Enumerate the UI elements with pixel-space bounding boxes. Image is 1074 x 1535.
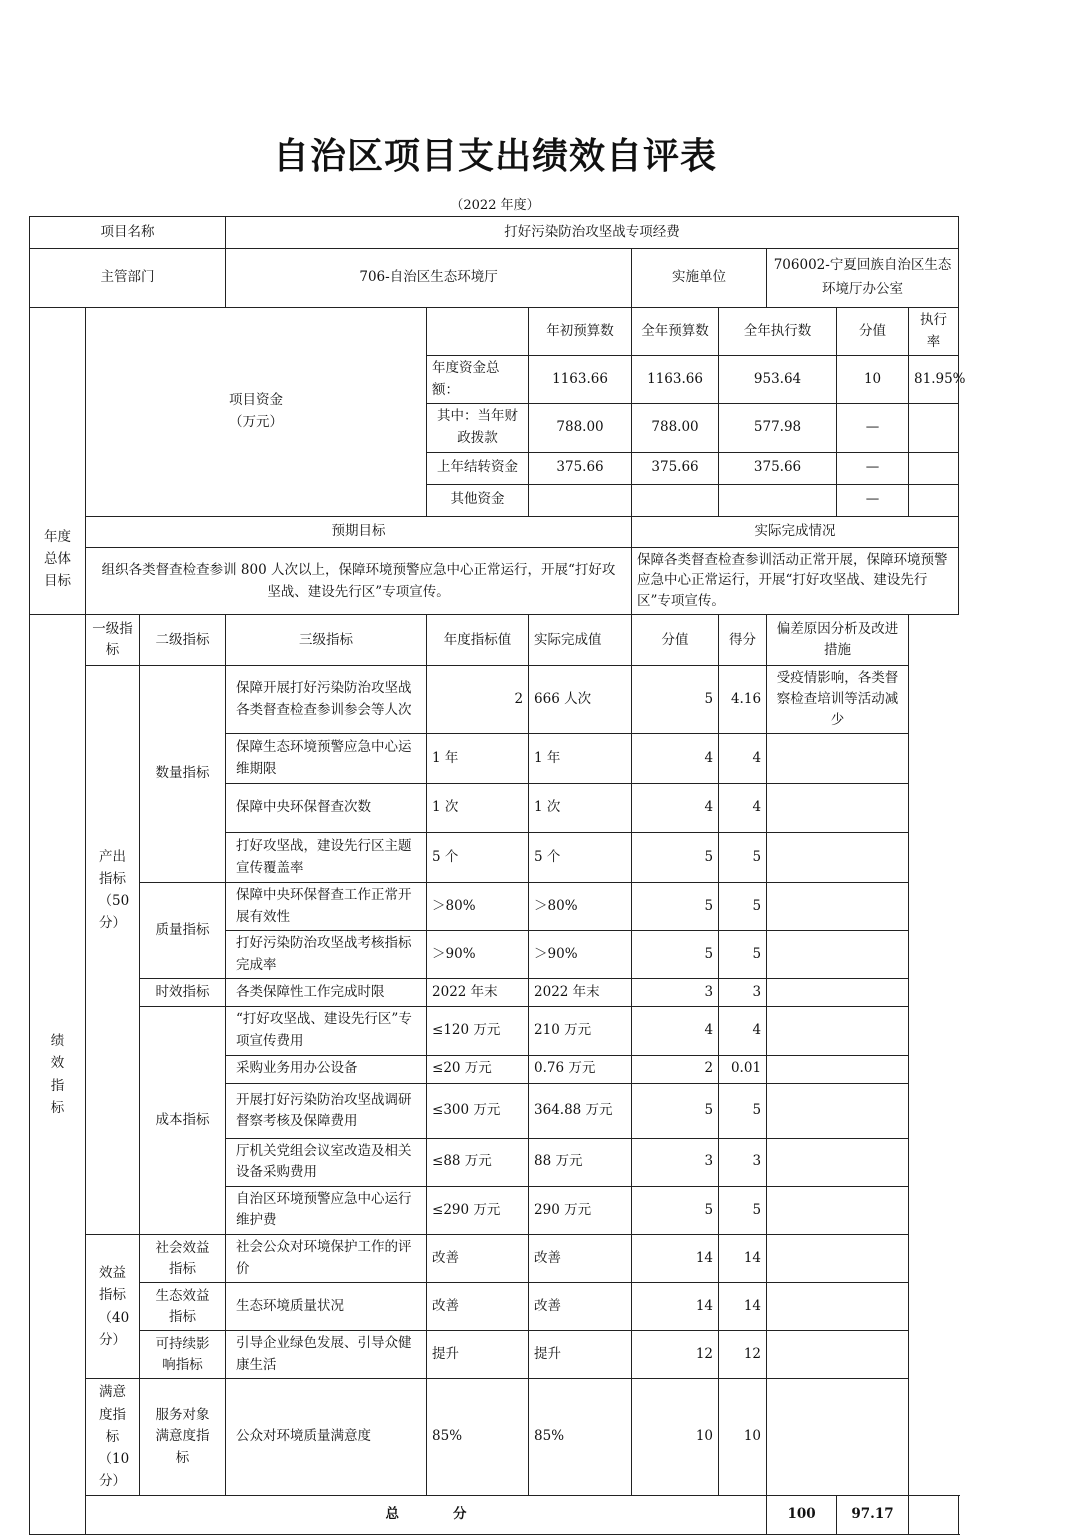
header-value: 分值 <box>632 615 719 666</box>
indicator-target: 提升 <box>427 1331 529 1379</box>
fund-initial: 375.66 <box>529 452 632 484</box>
indicator-reason <box>767 883 909 931</box>
funds-header-initial: 年初预算数 <box>529 308 632 356</box>
indicator-target: 5 个 <box>427 833 529 883</box>
fund-score-value: 10 <box>837 356 909 404</box>
indicator-name: 保障生态环境预警应急中心运维期限 <box>226 734 427 784</box>
indicator-name: 社会公众对环境保护工作的评价 <box>226 1235 427 1283</box>
header-score: 得分 <box>719 615 767 666</box>
indicator-value: 5 <box>632 833 719 883</box>
level1-output-text: 产出指标（50分） <box>98 848 130 932</box>
indicator-score: 5 <box>719 931 767 979</box>
evaluation-table <box>29 216 966 1535</box>
fund-executed: 577.98 <box>719 404 837 452</box>
indicator-reason <box>767 1055 909 1083</box>
indicator-score: 4.16 <box>719 666 767 734</box>
level1-benefit-text: 效益指标（40分） <box>98 1265 130 1348</box>
indicator-value: 4 <box>632 734 719 784</box>
indicator-name: 打好攻坚战，建设先行区主题宣传覆盖率 <box>226 833 427 883</box>
indicator-reason <box>767 1379 909 1495</box>
indicator-actual: ＞80% <box>529 883 632 931</box>
indicator-score: 5 <box>719 1083 767 1138</box>
level1-benefit <box>86 1235 140 1379</box>
indicator-actual: 提升 <box>529 1331 632 1379</box>
fund-initial: 1163.66 <box>529 356 632 404</box>
fund-executed: 375.66 <box>719 452 837 484</box>
fund-score-value: — <box>837 484 909 516</box>
funds-header-annual: 全年预算数 <box>632 308 719 356</box>
level2-quality: 质量指标 <box>140 883 226 979</box>
expected-goal-text: 组织各类督查检查参训 800 人次以上，保障环境预警应急中心正常运行，开展“打好攻坚战、建设先行区”专项宣传。 <box>86 547 632 615</box>
level2-sustain <box>140 1331 226 1379</box>
indicator-name: 公众对环境质量满意度 <box>226 1379 427 1495</box>
indicator-score: 12 <box>719 1331 767 1379</box>
indicator-target: ＞90% <box>427 931 529 979</box>
indicator-score: 4 <box>719 784 767 833</box>
indicator-actual: 改善 <box>529 1235 632 1283</box>
indicator-reason <box>767 1007 909 1055</box>
indicator-target: ≤120 万元 <box>427 1007 529 1055</box>
level2-social-text: 社会效益指标 <box>155 1239 210 1277</box>
indicator-actual: 0.76 万元 <box>529 1055 632 1083</box>
funds-header-score-value: 分值 <box>837 308 909 356</box>
indicator-name: 保障开展打好污染防治攻坚战各类督查检查参训参会等人次 <box>226 666 427 734</box>
indicator-row <box>30 666 959 734</box>
fund-name: 年度资金总额： <box>427 356 529 404</box>
indicator-value: 5 <box>632 883 719 931</box>
indicator-name: 打好污染防治攻坚战考核指标完成率 <box>226 931 427 979</box>
level1-satisfaction <box>86 1379 140 1495</box>
impl-value: 706002-宁夏回族自治区生态环境厅办公室 <box>767 249 959 308</box>
indicator-reason <box>767 1186 909 1234</box>
indicator-row <box>30 1235 959 1283</box>
header-level1: 一级指标 <box>86 615 140 666</box>
indicator-target: 2 <box>427 666 529 734</box>
indicator-name: “打好攻坚战、建设先行区”专项宣传费用 <box>226 1007 427 1055</box>
project-name-label: 项目名称 <box>30 217 226 249</box>
indicator-score: 5 <box>719 1186 767 1234</box>
total-value: 100 <box>767 1495 837 1534</box>
fund-score-value: — <box>837 404 909 452</box>
expected-goal-label: 预期目标 <box>86 516 632 547</box>
goals-content-row <box>30 547 959 615</box>
indicator-actual: 2022 年末 <box>529 979 632 1007</box>
indicator-value: 5 <box>632 666 719 734</box>
header-actual: 实际完成值 <box>529 615 632 666</box>
actual-completion-text: 保障各类督查检查参训活动正常开展，保障环境预警应急中心正常运行，开展“打好攻坚战、建设先行区”专项宣传。 <box>632 547 959 615</box>
indicator-target: ≤88 万元 <box>427 1138 529 1186</box>
indicator-name: 生态环境质量状况 <box>226 1283 427 1331</box>
indicator-reason <box>767 833 909 883</box>
level2-eco <box>140 1283 226 1331</box>
indicator-reason <box>767 1331 909 1379</box>
indicator-target: 1 次 <box>427 784 529 833</box>
level2-timeliness: 时效指标 <box>140 979 226 1007</box>
indicator-actual: 666 人次 <box>529 666 632 734</box>
fund-name: 其他资金 <box>427 484 529 516</box>
indicator-score: 14 <box>719 1235 767 1283</box>
indicator-score: 5 <box>719 833 767 883</box>
total-score: 97.17 <box>837 1495 909 1534</box>
page-title: 自治区项目支出绩效自评表 <box>272 136 717 177</box>
year-label: （2022 年度） <box>450 198 540 213</box>
indicator-reason <box>767 1138 909 1186</box>
indicator-name: 采购业务用办公设备 <box>226 1055 427 1083</box>
indicator-target: 改善 <box>427 1235 529 1283</box>
indicator-actual: ＞90% <box>529 931 632 979</box>
goals-header-row <box>30 516 959 547</box>
indicator-target: 85% <box>427 1379 529 1495</box>
indicator-score: 0.01 <box>719 1055 767 1083</box>
indicator-reason <box>767 1235 909 1283</box>
perf-indicator-text: 绩效指标 <box>50 1033 65 1116</box>
funds-header-row <box>30 308 959 356</box>
fund-rate <box>909 404 959 452</box>
indicator-value: 2 <box>632 1055 719 1083</box>
fund-annual: 375.66 <box>632 452 719 484</box>
funds-header-executed: 全年执行数 <box>719 308 837 356</box>
level1-satisfaction-text: 满意度指标（10分） <box>98 1384 130 1490</box>
indicator-reason <box>767 979 909 1007</box>
fund-executed: 953.64 <box>719 356 837 404</box>
perf-indicator-label <box>30 615 86 1534</box>
header-level3: 三级指标 <box>226 615 427 666</box>
dept-value: 706-自治区生态环境厅 <box>226 249 632 308</box>
indicator-name: 厅机关党组会议室改造及相关设备采购费用 <box>226 1138 427 1186</box>
indicator-name: 引导企业绿色发展、引导众健康生活 <box>226 1331 427 1379</box>
indicator-name: 自治区环境预警应急中心运行维护费 <box>226 1186 427 1234</box>
funds-header-blank <box>427 308 529 356</box>
actual-completion-label: 实际完成情况 <box>632 516 959 547</box>
fund-annual: 788.00 <box>632 404 719 452</box>
indicator-reason: 受疫情影响，各类督察检查培训等活动减少 <box>767 666 909 734</box>
indicator-value: 3 <box>632 1138 719 1186</box>
project-name-row <box>30 217 959 249</box>
indicator-row <box>30 1283 959 1331</box>
impl-label: 实施单位 <box>632 249 767 308</box>
level2-sustain-text: 可持续影响指标 <box>155 1335 210 1373</box>
indicator-score: 5 <box>719 883 767 931</box>
indicator-actual: 1 次 <box>529 784 632 833</box>
total-reason <box>909 1495 959 1534</box>
annual-goal-label <box>30 308 86 615</box>
indicator-actual: 364.88 万元 <box>529 1083 632 1138</box>
level2-eco-text: 生态效益指标 <box>155 1287 210 1325</box>
funds-header-rate: 执行率 <box>909 308 959 356</box>
indicator-name: 各类保障性工作完成时限 <box>226 979 427 1007</box>
indicator-value: 14 <box>632 1283 719 1331</box>
fund-name: 其中：当年财政拨款 <box>427 404 529 452</box>
indicator-value: 3 <box>632 979 719 1007</box>
annual-goal-text: 年度总体目标 <box>44 528 71 590</box>
indicator-name: 保障中央环保督查工作正常开展有效性 <box>226 883 427 931</box>
indicator-reason <box>767 931 909 979</box>
funds-label-text: 项目资金（万元） <box>229 392 284 430</box>
indicator-value: 5 <box>632 1186 719 1234</box>
indicator-target: 改善 <box>427 1283 529 1331</box>
fund-score-value: — <box>837 452 909 484</box>
indicator-target: ≤300 万元 <box>427 1083 529 1138</box>
indicator-actual: 85% <box>529 1379 632 1495</box>
indicator-header-row <box>30 615 959 666</box>
indicator-target: 1 年 <box>427 734 529 784</box>
indicator-value: 5 <box>632 1083 719 1138</box>
indicator-value: 10 <box>632 1379 719 1495</box>
fund-annual <box>632 484 719 516</box>
dept-row <box>30 249 959 308</box>
funds-label <box>86 308 427 517</box>
indicator-target: ＞80% <box>427 883 529 931</box>
level2-quantity: 数量指标 <box>140 666 226 883</box>
level2-service <box>140 1379 226 1495</box>
indicator-reason <box>767 734 909 784</box>
indicator-row <box>30 1331 959 1379</box>
indicator-actual: 88 万元 <box>529 1138 632 1186</box>
fund-name: 上年结转资金 <box>427 452 529 484</box>
level2-cost: 成本指标 <box>140 1007 226 1235</box>
indicator-actual: 290 万元 <box>529 1186 632 1234</box>
dept-label: 主管部门 <box>30 249 226 308</box>
indicator-reason <box>767 1283 909 1331</box>
indicator-actual: 5 个 <box>529 833 632 883</box>
indicator-value: 4 <box>632 784 719 833</box>
indicator-value: 12 <box>632 1331 719 1379</box>
indicator-score: 3 <box>719 979 767 1007</box>
indicator-reason <box>767 1083 909 1138</box>
total-row <box>30 1495 959 1534</box>
indicator-value: 4 <box>632 1007 719 1055</box>
indicator-reason <box>767 784 909 833</box>
indicator-row <box>30 883 959 931</box>
fund-rate: 81.95% <box>909 356 959 404</box>
level2-service-text: 服务对象满意度指标 <box>155 1406 210 1466</box>
fund-rate <box>909 484 959 516</box>
indicator-actual: 改善 <box>529 1283 632 1331</box>
indicator-name: 开展打好污染防治攻坚战调研督察考核及保障费用 <box>226 1083 427 1138</box>
fund-annual: 1163.66 <box>632 356 719 404</box>
indicator-score: 4 <box>719 734 767 784</box>
fund-initial <box>529 484 632 516</box>
project-name-value: 打好污染防治攻坚战专项经费 <box>226 217 959 249</box>
header-level2: 二级指标 <box>140 615 226 666</box>
indicator-score: 3 <box>719 1138 767 1186</box>
fund-rate <box>909 452 959 484</box>
indicator-row <box>30 1379 959 1495</box>
fund-initial: 788.00 <box>529 404 632 452</box>
indicator-name: 保障中央环保督查次数 <box>226 784 427 833</box>
header-target: 年度指标值 <box>427 615 529 666</box>
indicator-row <box>30 1007 959 1055</box>
indicator-value: 14 <box>632 1235 719 1283</box>
indicator-row <box>30 979 959 1007</box>
level2-social <box>140 1235 226 1283</box>
indicator-score: 14 <box>719 1283 767 1331</box>
total-label: 总 分 <box>86 1495 767 1534</box>
header-reason: 偏差原因分析及改进措施 <box>767 615 909 666</box>
indicator-actual: 1 年 <box>529 734 632 784</box>
indicator-score: 4 <box>719 1007 767 1055</box>
level1-output <box>86 666 140 1235</box>
fund-executed <box>719 484 837 516</box>
indicator-target: ≤290 万元 <box>427 1186 529 1234</box>
indicator-score: 10 <box>719 1379 767 1495</box>
indicator-value: 5 <box>632 931 719 979</box>
indicator-actual: 210 万元 <box>529 1007 632 1055</box>
indicator-target: 2022 年末 <box>427 979 529 1007</box>
indicator-target: ≤20 万元 <box>427 1055 529 1083</box>
